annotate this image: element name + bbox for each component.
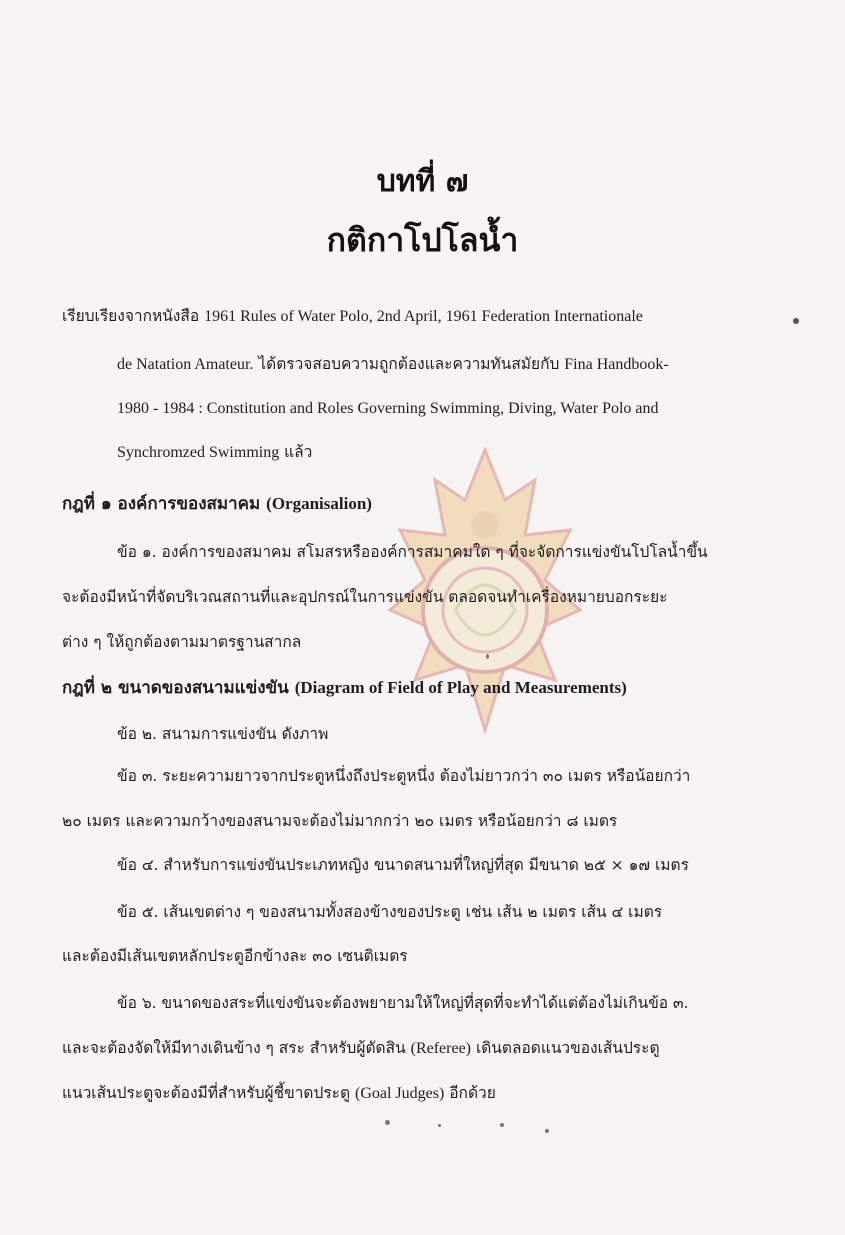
intro-text-en: de Natation Amateur. (117, 356, 254, 373)
clause-text-en: (Referee) (410, 1040, 471, 1057)
scan-speck (438, 1124, 441, 1127)
chapter-subtitle: กติกาโปโลน้ำ (326, 221, 519, 259)
clause-1-line-3: ต่าง ๆ ให้ถูกต้องตามมาตรฐานสากล (62, 633, 302, 651)
clause-6-line-3 (62, 1082, 496, 1105)
margin-mark (793, 318, 799, 324)
intro-text-en: 1961 Rules of Water Polo, 2nd April, 1961 Federation Internationale (204, 308, 643, 325)
intro-text-th: ได้ตรวจสอบความถูกต้องและความทันสมัยกับ (258, 355, 560, 373)
clause-5-line-2: และต้องมีเส้นเขตหลักประตูอีกข้างละ ๓๐ เซนติเมตร (62, 947, 408, 965)
clause-2: ข้อ ๒. สนามการแข่งขัน ดังภาพ (117, 725, 329, 743)
clause-1-line-2: จะต้องมีหน้าที่จัดบริเวณสถานที่และอุปกรณ์ในการแข่งขัน ตลอดจนทำเครื่องหมายบอกระยะ (62, 588, 668, 606)
intro-line-2 (117, 353, 669, 376)
intro-line-4 (117, 441, 312, 464)
clause-1-line-1: ข้อ ๑. องค์การของสมาคม สโมสรหรือองค์การสมาคมใด ๆ ที่จะจัดการแข่งขันโปโลน้ำขึ้น (117, 543, 708, 561)
clause-3-line-1: ข้อ ๓. ระยะความยาวจากประตูหนึ่งถึงประตูหนึ่ง ต้องไม่ยาวกว่า ๓๐ เมตร หรือน้อยกว่า (117, 767, 691, 785)
intro-text-th: แล้ว (284, 443, 313, 461)
intro-text-en: Fina Handbook- (564, 356, 669, 373)
clause-text-th: แนวเส้นประตูจะต้องมีที่สำหรับผู้ชี้ขาดประตู (62, 1084, 351, 1102)
rule-1-heading (62, 493, 372, 515)
rule-heading-th: กฎที่ ๑ องค์การของสมาคม (62, 494, 261, 514)
chapter-title: บทที่ ๗ (376, 164, 469, 199)
scan-speck (385, 1120, 390, 1125)
scan-speck (500, 1123, 504, 1127)
intro-line-3 (117, 397, 659, 420)
rule-heading-en: (Organisalion) (266, 494, 372, 513)
clause-6-line-1: ข้อ ๖. ขนาดของสระที่แข่งขันจะต้องพยายามให้ใหญ่ที่สุดที่จะทำได้แต่ต้องไม่เกินข้อ ๓. (117, 994, 689, 1012)
scan-speck (486, 654, 489, 659)
clause-6-line-2 (62, 1037, 660, 1060)
clause-5-line-1: ข้อ ๕. เส้นเขตต่าง ๆ ของสนามทั้งสองข้างของประตู เช่น เส้น ๒ เมตร เส้น ๔ เมตร (117, 903, 663, 921)
clause-4: ข้อ ๔. สำหรับการแข่งขันประเภทหญิง ขนาดสนามที่ใหญ่ที่สุด มีขนาด ๒๕ × ๑๗ เมตร (117, 856, 689, 874)
clause-text-th: และจะต้องจัดให้มีทางเดินข้าง ๆ สระ สำหรับผู้ตัดสิน (62, 1039, 406, 1057)
clause-3-line-2: ๒๐ เมตร และความกว้างของสนามจะต้องไม่มากกว่า ๒๐ เมตร หรือน้อยกว่า ๘ เมตร (62, 812, 618, 830)
clause-text-th: อีกด้วย (449, 1084, 496, 1102)
clause-text-th: เดินตลอดแนวของเส้นประตู (475, 1039, 660, 1057)
intro-text-en: 1980 - 1984 : Constitution and Roles Governing Swimming, Diving, Water Polo and (117, 400, 659, 417)
scan-speck (545, 1129, 549, 1133)
intro-line-1 (62, 305, 643, 328)
intro-text-th: เรียบเรียงจากหนังสือ (62, 307, 200, 325)
intro-text-en: Synchromzed Swimming (117, 444, 280, 461)
rule-heading-th: กฎที่ ๒ ขนาดของสนามแข่งขัน (62, 678, 289, 698)
rule-2-heading (62, 677, 627, 699)
rule-heading-en: (Diagram of Field of Play and Measurements) (294, 678, 627, 697)
clause-text-en: (Goal Judges) (355, 1085, 445, 1102)
